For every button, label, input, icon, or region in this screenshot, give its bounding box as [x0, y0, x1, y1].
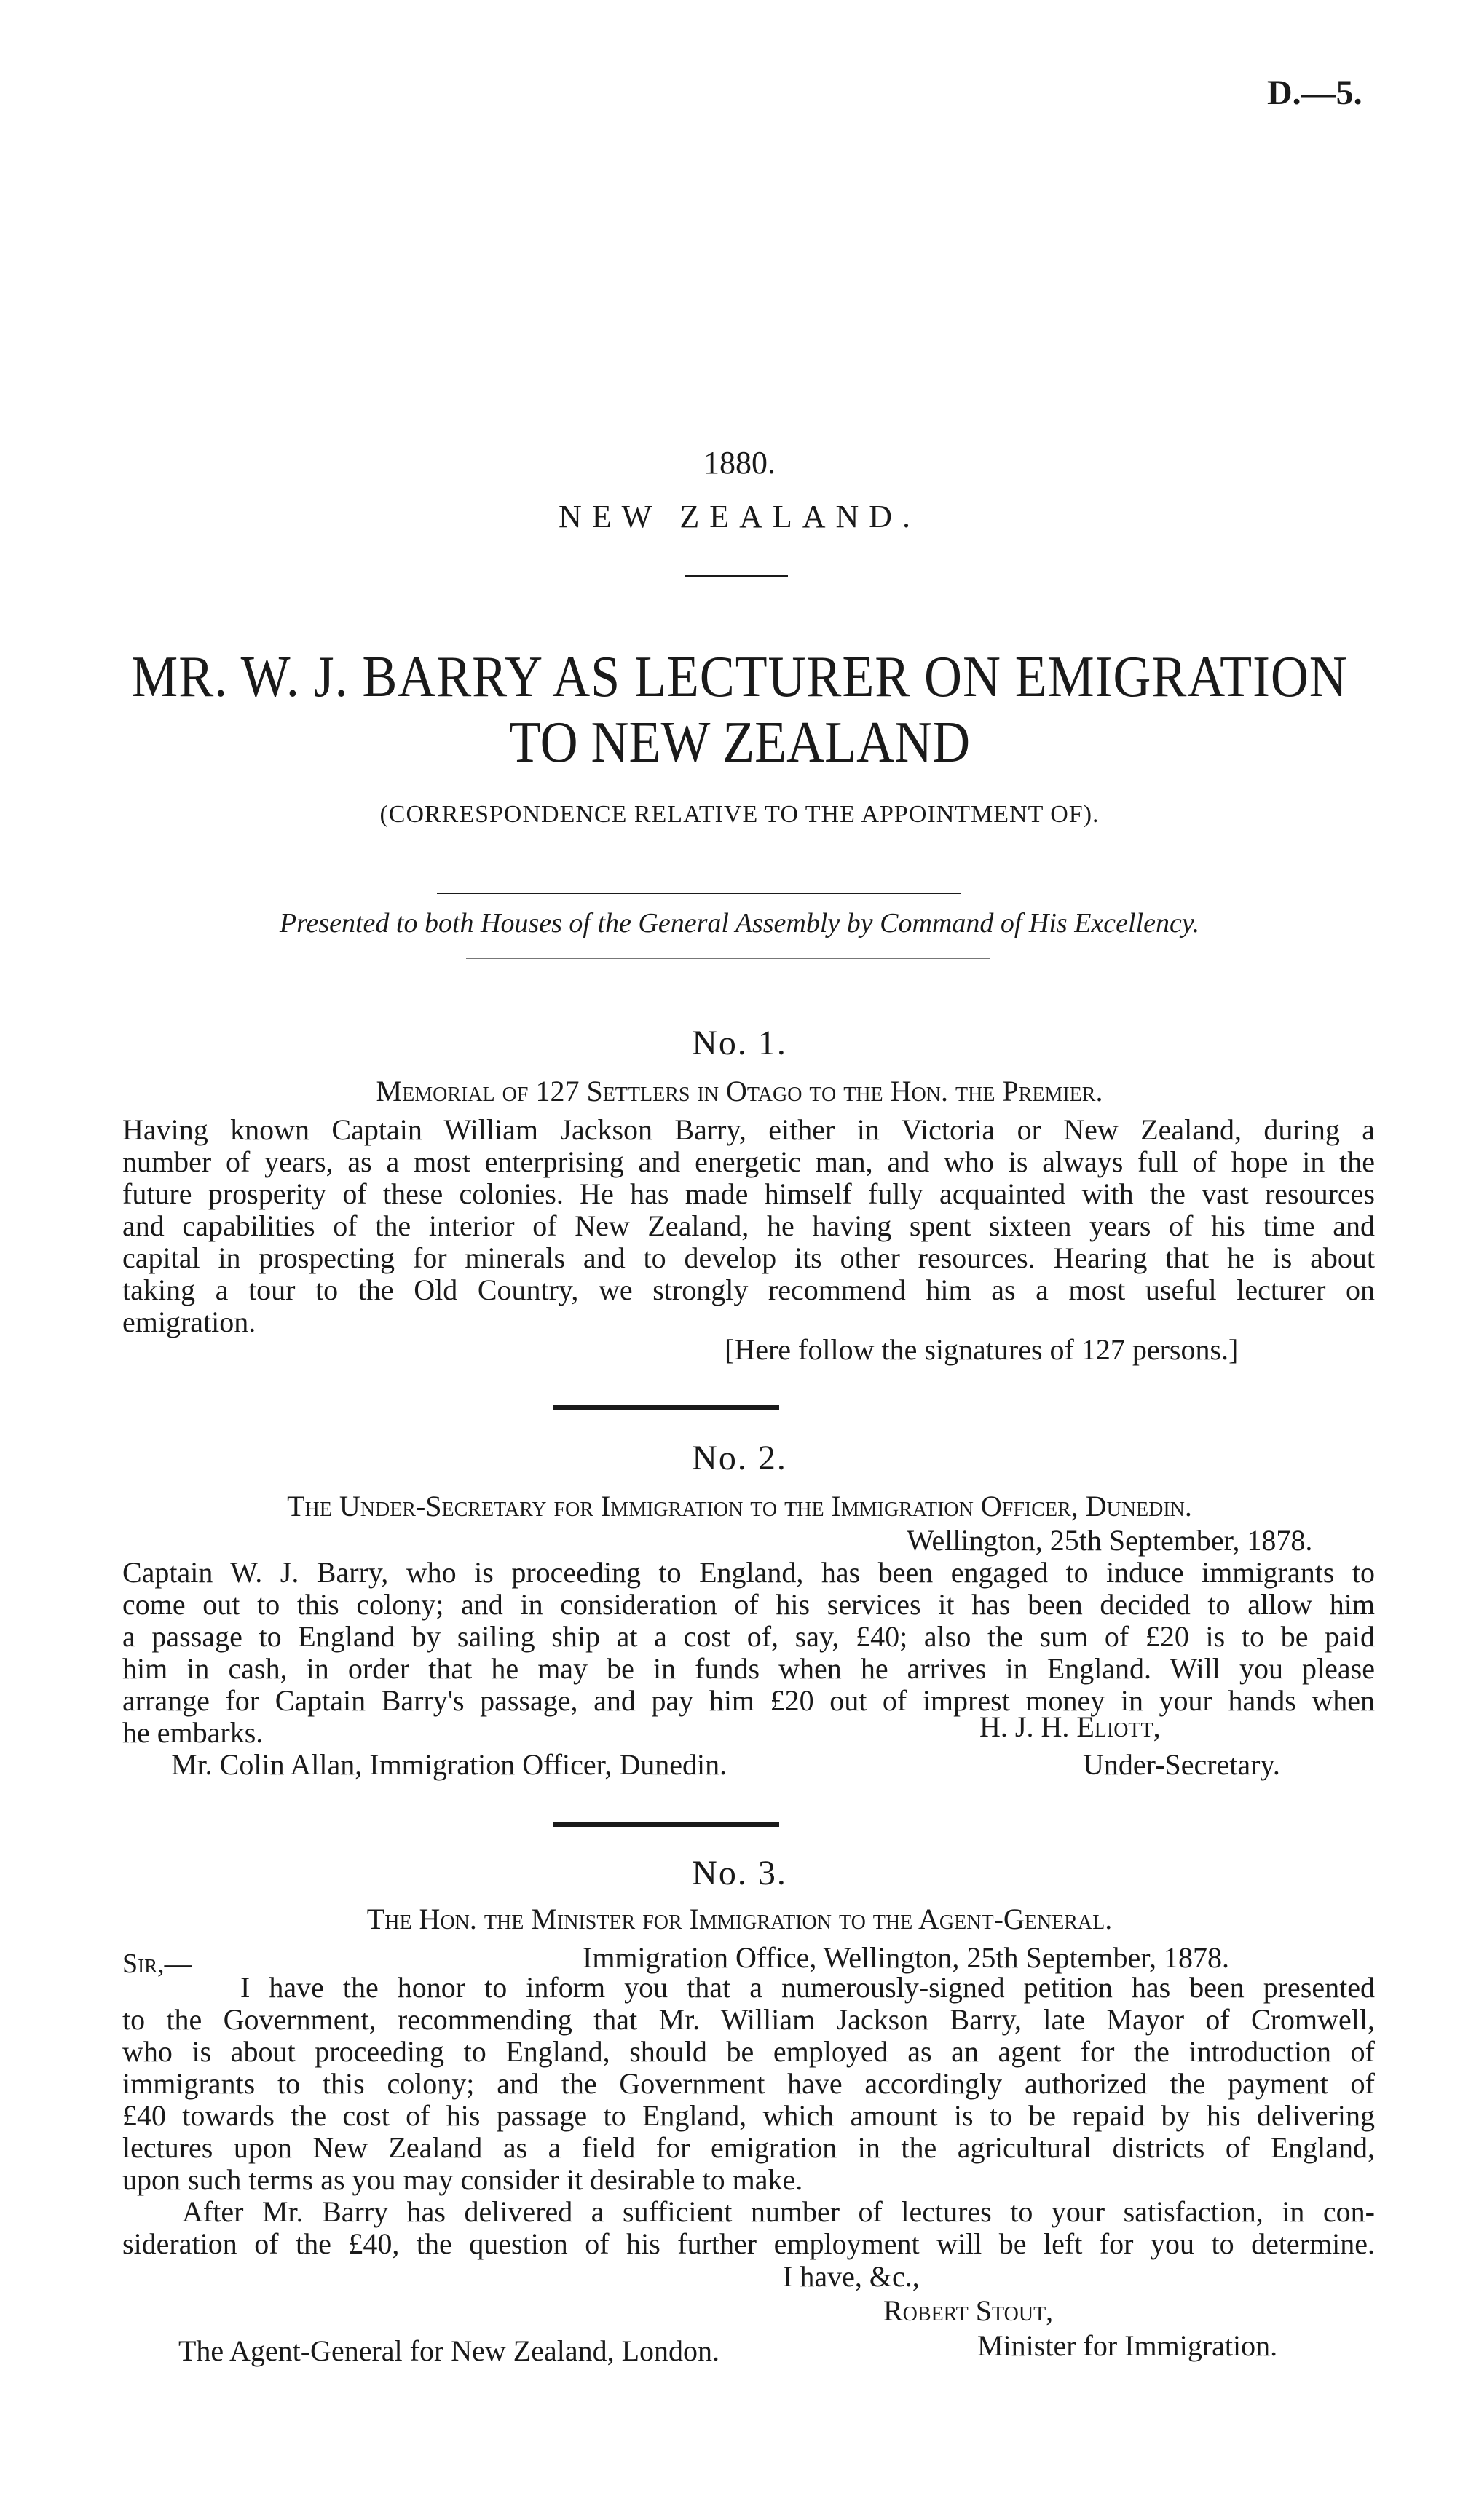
doc2-line: a passage to England by sailing ship at a cost of, say, £40; also the sum of £20 is to be paid [122, 1620, 1375, 1653]
doc3-line: After Mr. Barry has delivered a sufficient number of lectures to your satisfaction, in con- [182, 2195, 1375, 2228]
presented-rule-bottom [466, 958, 990, 959]
doc3-signatory: Robert Stout, [883, 2294, 1054, 2327]
doc3-salutation: Sir,— [122, 1948, 192, 1979]
doc3-line: sideration of the £40, the question of his further employment will be left for you to determine. [122, 2227, 1375, 2260]
document-title-line2: TO NEW ZEALAND [508, 711, 971, 775]
doc2-dateline: Wellington, 25th September, 1878. [907, 1524, 1313, 1557]
doc1-line: number of years, as a most enterprising and energetic man, and who is always full of hope in the [122, 1145, 1375, 1178]
presented-line: Presented to both Houses of the General Assembly by Command of His Excellency. [279, 908, 1200, 939]
doc2-line: Captain W. J. Barry, who is proceeding to England, has been engaged to induce immigrants to [122, 1556, 1375, 1589]
doc3-closing: I have, &c., [783, 2260, 920, 2293]
doc1-line: emigration. [122, 1306, 256, 1338]
doc3-number: No. 3. [692, 1854, 787, 1892]
document-title-line1: MR. W. J. BARRY AS LECTURER ON EMIGRATION [131, 645, 1348, 709]
doc2-addressee: Mr. Colin Allan, Immigration Officer, Dunedin. [171, 1748, 727, 1781]
doc2-heading: The Under-Secretary for Immigration to the Immigration Officer, Dunedin. [287, 1490, 1192, 1522]
doc1-line: capital in prospecting for minerals and to develop its other resources. Hearing that he is about [122, 1241, 1375, 1274]
doc1-line: taking a tour to the Old Country, we strongly recommend him as a most useful lecturer on [122, 1273, 1375, 1306]
country-heading: NEW ZEALAND. [558, 499, 921, 534]
doc3-line: upon such terms as you may consider it desirable to make. [122, 2163, 803, 2196]
doc3-line: lectures upon New Zealand as a field for emigration in the agricultural districts of England, [122, 2131, 1375, 2164]
doc2-line: come out to this colony; and in consideration of his services it has been decided to allow him [122, 1588, 1375, 1621]
page-number: D.—5. [1267, 74, 1362, 112]
doc3-dateline: Immigration Office, Wellington, 25th September, 1878. [583, 1941, 1229, 1974]
section-separator [553, 1405, 779, 1410]
doc2-signatory-title: Under-Secretary. [1083, 1748, 1280, 1781]
doc2-line: him in cash, in order that he may be in funds when he arrives in England. Will you please [122, 1652, 1375, 1685]
presented-rule-top [437, 893, 961, 894]
doc3-signatory-title: Minister for Immigration. [977, 2329, 1278, 2362]
doc2-number: No. 2. [692, 1439, 787, 1477]
doc1-signatures-note: [Here follow the signatures of 127 persons.] [725, 1333, 1239, 1366]
doc1-line: and capabilities of the interior of New Zealand, he having spent sixteen years of his time and [122, 1209, 1375, 1242]
doc3-line: to the Government, recommending that Mr. William Jackson Barry, late Mayor of Cromwell, [122, 2003, 1375, 2036]
doc1-line: future prosperity of these colonies. He has made himself fully acquainted with the vast resources [122, 1177, 1375, 1210]
header-rule [685, 575, 788, 577]
doc1-heading: Memorial of 127 Settlers in Otago to the Hon. the Premier. [376, 1075, 1103, 1107]
doc3-line: I have the honor to inform you that a numerously-signed petition has been presented [240, 1971, 1375, 2004]
document-subtitle: (CORRESPONDENCE RELATIVE TO THE APPOINTMENT OF). [379, 801, 1100, 828]
doc2-line: arrange for Captain Barry's passage, and pay him £20 out of imprest money in your hands when [122, 1684, 1375, 1717]
doc1-line: Having known Captain William Jackson Barry, either in Victoria or New Zealand, during a [122, 1113, 1375, 1146]
doc3-addressee: The Agent-General for New Zealand, London. [178, 2334, 720, 2367]
doc2-signatory: H. J. H. Eliott, [979, 1710, 1161, 1743]
doc3-line: £40 towards the cost of his passage to England, which amount is to be repaid by his delivering [122, 2099, 1375, 2132]
doc1-number: No. 1. [692, 1024, 787, 1062]
doc3-line: who is about proceeding to England, should be employed as an agent for the introduction of [122, 2035, 1375, 2068]
doc3-heading: The Hon. the Minister for Immigration to the Agent-General. [366, 1903, 1113, 1935]
doc3-line: immigrants to this colony; and the Government have accordingly authorized the payment of [122, 2067, 1375, 2100]
section-separator [553, 1822, 779, 1827]
year: 1880. [703, 445, 776, 481]
doc2-line: he embarks. [122, 1716, 264, 1749]
